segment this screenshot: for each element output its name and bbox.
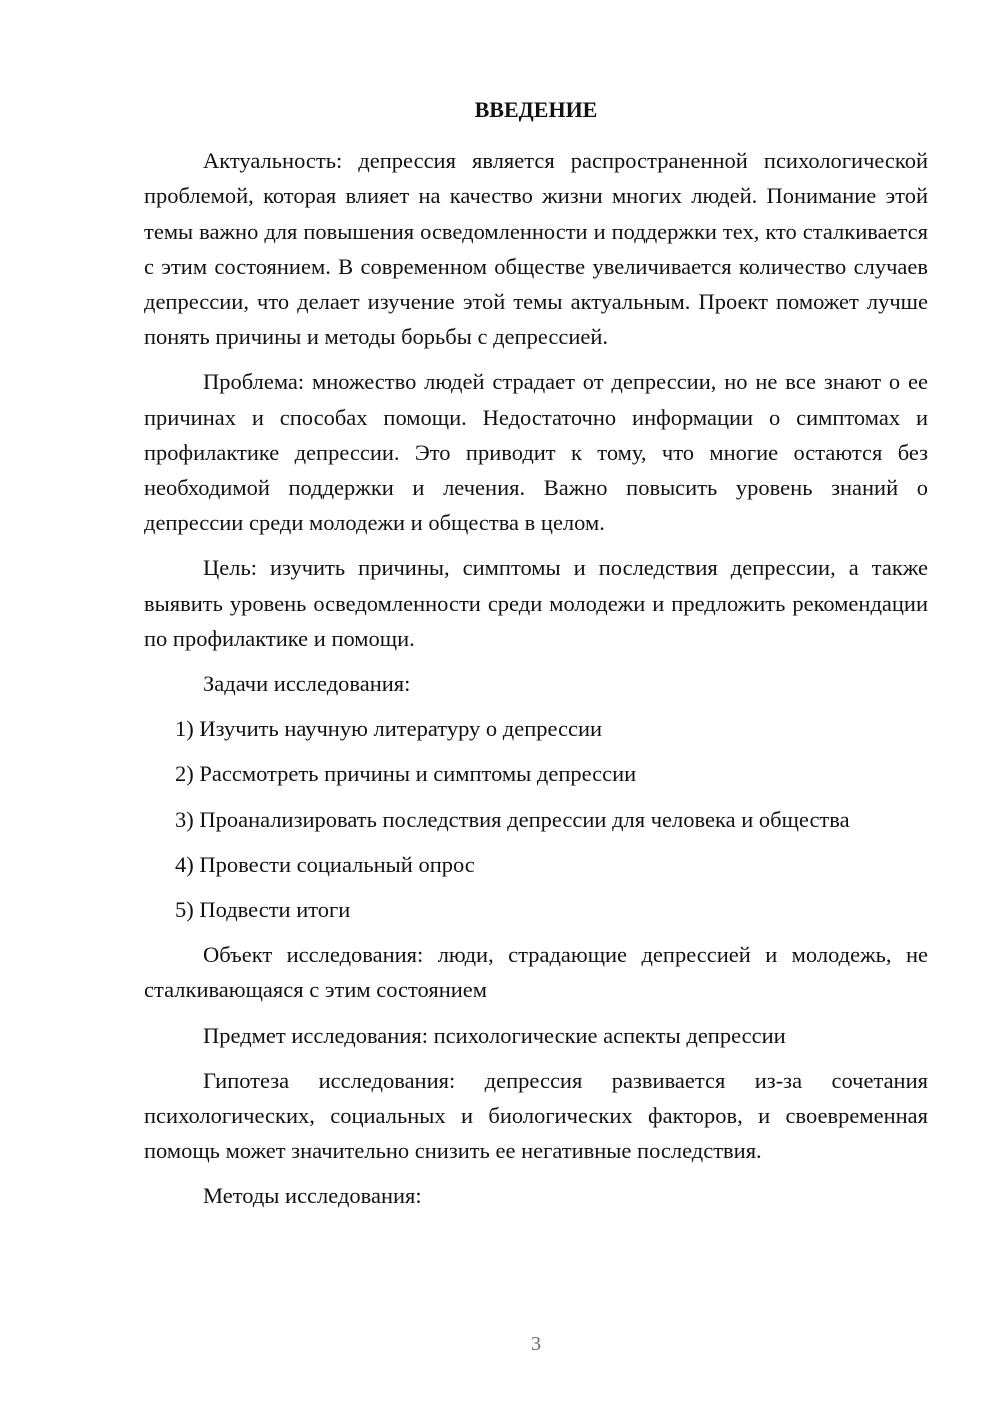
goal-paragraph: Цель: изучить причины, симптомы и последствия депрессии, а также выявить уровень осведомленности среди молодежи и предложить рекомендации по профилактике и помощи. bbox=[144, 555, 928, 651]
page-number: 3 bbox=[531, 1333, 541, 1355]
relevance-paragraph: Актуальность: депрессия является распространенной психологической проблемой, которая влияет на качество жизни многих людей. Понимание этой темы важно для повышения осведомленности и поддержки тех, кто сталкивается с этим состоянием. В современном обществе увеличивается количество случаев депрессии, что делает изучение этой темы актуальным. Проект поможет лучше понять причины и методы борьбы с депрессией. bbox=[144, 148, 928, 350]
tasks-heading: Задачи исследования: bbox=[203, 671, 411, 697]
methods-heading: Методы исследования: bbox=[203, 1183, 422, 1209]
task-item-5: 5) Подвести итоги bbox=[175, 897, 351, 923]
section-title: ВВЕДЕНИЕ bbox=[474, 97, 598, 122]
task-item-3: 3) Проанализировать последствия депрессии для человека и общества bbox=[175, 806, 850, 832]
task-item-2: 2) Рассмотреть причины и симптомы депрессии bbox=[175, 761, 637, 787]
subject-paragraph: Предмет исследования: психологические аспекты депрессии bbox=[203, 1022, 786, 1048]
task-item-1: 1) Изучить научную литературу о депрессии bbox=[175, 716, 603, 742]
tasks-list bbox=[144, 711, 928, 927]
page-content bbox=[144, 92, 928, 1224]
object-paragraph: Объект исследования: люди, страдающие депрессией и молодежь, не сталкивающаяся с этим состоянием bbox=[144, 942, 928, 1003]
hypothesis-paragraph: Гипотеза исследования: депрессия развивается из-за сочетания психологических, социальных и биологических факторов, и своевременная помощь может значительно снизить ее негативные последствия. bbox=[144, 1067, 928, 1164]
problem-paragraph: Проблема: множество людей страдает от депрессии, но не все знают о ее причинах и способах помощи. Недостаточно информации о симптомах и профилактике депрессии. Это приводит к тому, что многие остаются без необходимой поддержки и лечения. Важно повысить уровень знаний о депрессии среди молодежи и общества в целом. bbox=[144, 369, 928, 536]
task-item-4: 4) Провести социальный опрос bbox=[175, 851, 475, 877]
